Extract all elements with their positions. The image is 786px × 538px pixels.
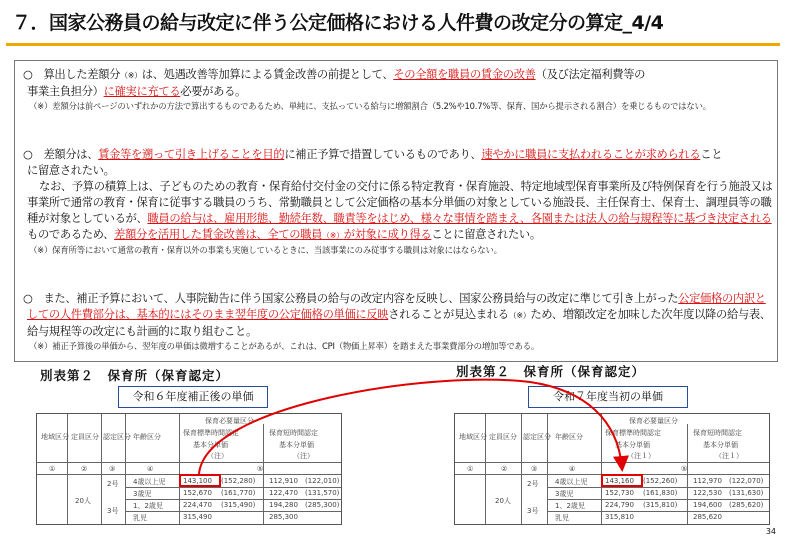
p1-text-1: ○ 算出した差額分 [23, 68, 121, 81]
left-row3-short2: (285,300) [305, 501, 340, 509]
right-row3-std: 224,790 [605, 501, 634, 509]
right-num-1: ① [467, 465, 474, 473]
left-head-short: 保育短時間認定 [269, 429, 318, 437]
left-row2-age: 3歳児 [133, 490, 152, 498]
right-row1-std2: (152,260) [643, 477, 678, 485]
right-head-short: 保育短時間認定 [693, 429, 742, 437]
right-row1-age: 4歳以上児 [555, 478, 588, 486]
right-row3-short: 194,600 [693, 501, 722, 509]
p3-red-1: 公定価格の内訳としての人件費部分は、基本的にはそのまま翌年度の公定価格の単価に反映 [27, 292, 766, 321]
left-row1-std: 143,100 [183, 477, 212, 485]
left-head-base-2: 基本分単価 [279, 441, 314, 449]
p2-red-5: が対象に成り得る [343, 228, 432, 241]
p3-text-3: ため、増額改定を加味した次年度以降の給与表、給与規程等の改定にも計画的に取り組むこと。 [27, 308, 771, 338]
p3-text-2: されることが見込まれる [388, 308, 509, 321]
right-head-note-2: （注１） [715, 452, 743, 460]
p1-text-3: （及び法定福利費等の [535, 68, 646, 81]
p2-red-3: 職員の給与は、雇用形態、勤続年数、職責等をはじめ、様々な事情を踏まえ、各園または法人の給与規程等に基づき決定される [147, 212, 772, 225]
left-head-need: 保育必要量区分 [205, 417, 254, 425]
p1-red-2: に確実に充てる [103, 85, 181, 98]
left-row3-age: 1、2歳児 [133, 502, 163, 510]
page-title: ７．国家公務員の給与改定に伴う公定価格における人件費の改定分の算定_4/4 [12, 12, 664, 34]
p1-text-4: 事業主負担分） [27, 85, 104, 98]
left-row1-cert: 2号 [107, 480, 119, 488]
p1-note-mark: （※） [120, 71, 142, 80]
right-capacity: 20人 [495, 497, 511, 505]
left-row2-std: 152,670 [183, 489, 212, 497]
right-row3-cert: 3号 [527, 507, 539, 515]
p2-text-7: ことに留意されたい。 [431, 228, 541, 241]
right-row2-age: 3歳児 [555, 490, 574, 498]
right-head-note-1: （注１） [627, 452, 655, 460]
right-head-need: 保育必要量区分 [629, 417, 678, 425]
left-row3-std: 224,470 [183, 501, 212, 509]
left-row4-std: 315,490 [183, 513, 212, 521]
left-row3-cert: 3号 [107, 507, 119, 515]
right-row3-std2: (315,810) [643, 501, 678, 509]
right-table-tag: 令和７年度当初の単価 [528, 386, 688, 408]
p1-red-1: その全額を職員の賃金の改善 [393, 68, 536, 81]
right-row1-cert: 2号 [527, 480, 539, 488]
left-head-base-1: 基本分単価 [193, 441, 228, 449]
left-num-5: ⑤ [257, 465, 264, 473]
right-head-capacity: 定員区分 [489, 433, 517, 441]
left-num-1: ① [49, 465, 56, 473]
left-row2-short2: (131,570) [305, 489, 340, 497]
left-head-capacity: 定員区分 [71, 433, 99, 441]
p2-text-5: なお、予算の積算上は、子どものための教育・保育給付交付金の交付に係る特定教育・保育施設、特定地域型保育事業所及び特例保育を行う施設又は事業所で通常の教育・保育に従事する職員のうち、常勤職員として公定価格の基本分単価の対象としている施設長、主任保育士、保育士、調理員等の職種が対象としているが、 [27, 180, 773, 225]
p2-text-4: に留意されたい。 [27, 164, 115, 177]
p2-red-note: （※） [322, 231, 344, 240]
p2-red-4: 差額分を活用した賃金改善は、全ての職員 [114, 228, 323, 241]
p2-text-2: に補正予算で措置しているものであり、 [284, 148, 482, 161]
left-row1-short2: (122,010) [305, 477, 340, 485]
p3-note-mark: （※） [508, 311, 531, 320]
right-row4-age: 乳児 [555, 514, 569, 522]
p2-text-1: ○ 差額分は、 [23, 148, 99, 161]
left-row2-short: 122,470 [269, 489, 298, 497]
left-row4-age: 乳児 [133, 514, 147, 522]
p3-note: （※）補正予算後の単価から、翌年度の単価は微増することがあるが、これは、CPI（物価上昇率）を踏まえた事業費部分の増加等である。 [29, 341, 540, 351]
left-table-tag: 令和６年度補正後の単価 [118, 386, 268, 408]
right-head-base-1: 基本分単価 [615, 441, 650, 449]
p2-text-6: ものであるため、 [27, 228, 115, 241]
right-head-age: 年齢区分 [555, 433, 583, 441]
right-row2-std2: (161,830) [643, 489, 678, 497]
p2-red-1: 賃金等を遡って引き上げることを目的 [98, 148, 285, 161]
right-row2-short: 122,530 [693, 489, 722, 497]
p2-text-3: こと [700, 148, 723, 161]
left-head-age: 年齢区分 [133, 433, 161, 441]
left-num-4: ④ [147, 465, 154, 473]
left-row3-std2: (315,490) [221, 501, 256, 509]
right-head-cert: 認定区分 [523, 433, 551, 441]
right-head-base-2: 基本分単価 [703, 441, 738, 449]
right-num-5: ⑤ [681, 465, 688, 473]
right-row2-short2: (131,630) [729, 489, 764, 497]
left-num-2: ② [81, 465, 88, 473]
left-capacity: 20人 [75, 497, 91, 505]
page-number: 34 [765, 527, 776, 536]
left-table-label: 別表第２ 保育所（保育認定） [40, 368, 230, 383]
right-num-4: ④ [569, 465, 576, 473]
right-table-label: 別表第２ 保育所（保育認定） [456, 364, 646, 379]
right-head-std: 保育標準時間認定 [605, 429, 661, 437]
p1-text-5: 必要がある。 [180, 85, 246, 98]
right-num-2: ② [501, 465, 508, 473]
left-row2-std2: (161,770) [221, 489, 256, 497]
left-head-region: 地域区分 [41, 433, 69, 441]
right-row3-short2: (285,620) [729, 501, 764, 509]
left-head-cert: 認定区分 [103, 433, 131, 441]
left-row4-short: 285,300 [269, 513, 298, 521]
p2-red-2: 速やかに職員に支払われることが求められる [481, 148, 701, 161]
right-row4-std: 315,810 [605, 513, 634, 521]
left-head-std: 保育標準時間認定 [183, 429, 239, 437]
left-head-note-1: （注） [207, 452, 228, 460]
right-row3-age: 1、2歳児 [555, 502, 585, 510]
left-row1-short: 112,910 [269, 477, 298, 485]
p1-text-2: は、処遇改善等加算による賃金改善の前提として、 [141, 68, 394, 81]
left-row1-std2: (152,280) [221, 477, 256, 485]
right-row1-short2: (122,070) [729, 477, 764, 485]
right-num-3: ③ [531, 465, 538, 473]
right-row2-std: 152,730 [605, 489, 634, 497]
left-row1-age: 4歳以上児 [133, 478, 166, 486]
p2-note: （※）保育所等において通常の教育・保育以外の事業も実施しているときに、当該事業にのみ従事する職員は対象にはならない。 [29, 245, 502, 255]
right-head-region: 地域区分 [459, 433, 487, 441]
left-row3-short: 194,280 [269, 501, 298, 509]
left-num-3: ③ [109, 465, 116, 473]
right-row1-short: 112,970 [693, 477, 722, 485]
p1-note: （※）差額分は前ページのいずれかの方法で算出するものであるため、単純に、支払っている給与に増額割合（5.2%や10.7%等、保育、国から提示される割合）を乗じるものではない。 [29, 101, 711, 111]
p3-text-1: ○ また、補正予算において、人事院勧告に伴う国家公務員の給与の改定内容を反映し、国家公務員給与の改定に準じて引き上がった [23, 292, 679, 305]
right-row4-short: 285,620 [693, 513, 722, 521]
right-row1-std: 143,160 [605, 477, 634, 485]
left-head-note-2: （注） [293, 452, 314, 460]
